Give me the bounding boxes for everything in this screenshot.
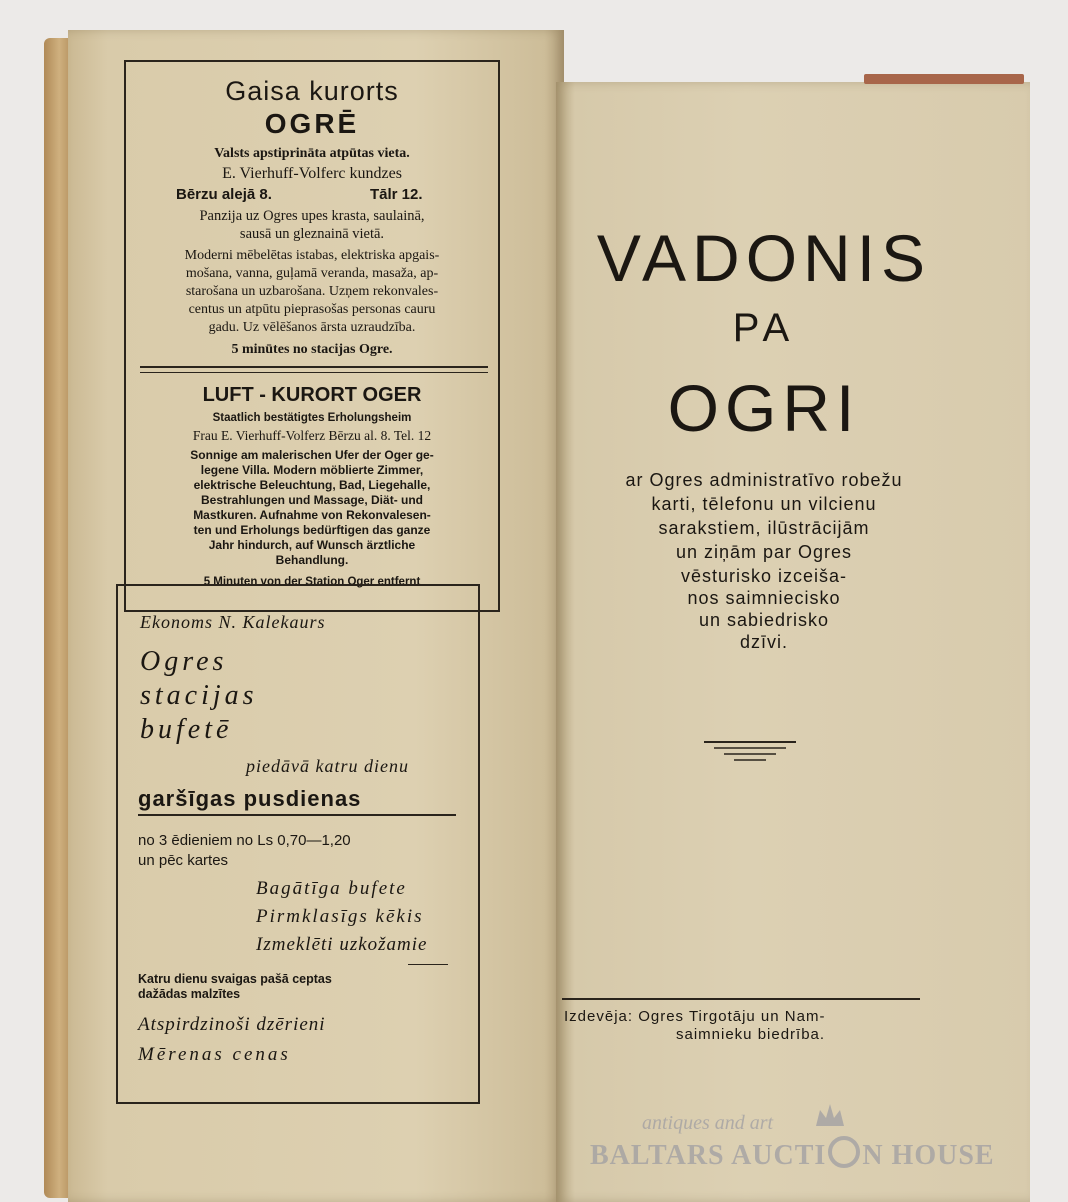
ad3-script1: Ogres <box>140 646 228 677</box>
ad1-body4: centus un atpūtu pieprasošas personas cauru <box>188 302 436 317</box>
headline-underline <box>138 814 456 816</box>
watermark-brand-part2: N HOUSE <box>862 1140 995 1171</box>
ad2-body3: elektrische Beleuchtung, Bad, Liegehalle, <box>193 478 431 492</box>
ad3-offer: piedāvā katru dienu <box>246 756 409 776</box>
advert-box-kurorts <box>124 60 500 612</box>
publisher-line2: saimnieku biedrība. <box>676 1026 826 1043</box>
ad3-prices: Mērenas cenas <box>138 1044 291 1065</box>
ad2-title: LUFT - KURORT OGER <box>202 384 422 406</box>
ad1-desc2: sausā un gleznainā vietā. <box>239 226 385 242</box>
crown-icon <box>812 1102 848 1130</box>
publisher-line1: Izdevēja: Ogres Tirgotāju un Nam- <box>564 1008 826 1025</box>
ad1-line2: E. Vierhuff-Volferc kundzes <box>222 165 402 182</box>
ad2-footer: 5 Minuten von der Station Oger entfernt <box>203 576 421 588</box>
publisher-rule <box>562 998 920 1000</box>
subtitle-line8: dzīvi. <box>739 632 788 652</box>
ad1-body5: gadu. Uz vēlēšanos ārsta uzraudzība. <box>208 320 416 335</box>
ad1-body1: Moderni mēbelētas istabas, elektriska apgais- <box>184 248 440 263</box>
ad3-price2: un pēc kartes <box>138 852 229 869</box>
ad3-daily2: dažādas malzītes <box>138 987 241 1001</box>
ad2-body7: Jahr hindurch, auf Wunsch ärztliche <box>208 538 416 552</box>
ad3-item3: Izmeklēti uzkožamie <box>256 934 428 955</box>
watermark-o-icon <box>828 1136 860 1168</box>
watermark-brand-part1: BALTARS AUCTI <box>590 1140 827 1171</box>
ad1-desc1: Panzija uz Ogres upes krasta, saulainā, <box>199 208 425 224</box>
divider-rule <box>140 366 488 368</box>
subtitle-line5: vēsturisko izceiša- <box>680 566 848 586</box>
ad3-script2: stacijas <box>140 680 258 711</box>
subtitle-line4: un ziņām par Ogres <box>675 542 853 562</box>
ad3-item2: Pirmklasīgs kēkis <box>256 906 424 927</box>
ad2-owner: Frau E. Vierhuff-Volferz Bērzu al. 8. Tel. 12 <box>192 428 432 443</box>
ornament-rule <box>700 738 800 768</box>
ad1-title-line2: OGRĒ <box>264 108 360 139</box>
watermark-brand <box>590 1136 995 1172</box>
ad3-owner: Ekonoms N. Kalekaurs <box>140 612 326 632</box>
title-pa: PA <box>732 306 796 350</box>
divider-rule-thin <box>140 372 488 373</box>
subtitle-line6: nos saimniecisko <box>687 588 841 608</box>
page-edge-tab <box>864 74 1024 84</box>
ad1-body3: starošana un uzbarošana. Uzņem rekonvales- <box>185 284 439 299</box>
ad3-headline: garšīgas pusdienas <box>138 786 362 811</box>
advert-box-bufete <box>116 584 480 1104</box>
ad2-body8: Behandlung. <box>275 553 349 567</box>
ad3-item1: Bagātīga bufete <box>256 878 407 899</box>
ad1-phone: Tālr 12. <box>370 186 423 203</box>
ad3-daily1: Katru dienu svaigas pašā ceptas <box>138 972 332 986</box>
ad2-body5: Mastkuren. Aufnahme von Rekonvalesen- <box>193 508 431 522</box>
daily-rule <box>408 964 448 965</box>
ad1-body2: mošana, vanna, guļamā veranda, masaža, ap- <box>185 266 439 281</box>
ad2-body4: Bestrahlungen und Massage, Diät- und <box>200 493 424 507</box>
watermark-tagline: antiques and art <box>642 1112 774 1134</box>
ad1-footer: 5 minūtes no stacijas Ogre. <box>231 342 393 357</box>
ad2-body2: legene Villa. Modern möblierte Zimmer, <box>200 463 424 477</box>
title-ogri: OGRI <box>667 371 861 445</box>
ad3-script3: bufetē <box>140 714 233 745</box>
subtitle-line2: karti, tēlefonu un vilcienu <box>651 494 877 514</box>
ad1-address: Bērzu alejā 8. <box>176 186 272 203</box>
ad3-price1: no 3 ēdieniem no Ls 0,70—1,20 <box>138 832 351 849</box>
ad3-drinks: Atspirdzinoši dzērieni <box>138 1014 326 1035</box>
title-vadonis: VADONIS <box>596 221 932 295</box>
ad2-sub: Staatlich bestätigtes Erholungsheim <box>212 412 412 424</box>
ad1-title-line1: Gaisa kurorts <box>225 76 399 106</box>
subtitle-line7: un sabiedrisko <box>698 610 830 630</box>
subtitle-line3: sarakstiem, ilūstrācijām <box>658 518 870 538</box>
ad2-body6: ten und Erholungs bedürftigen das ganze <box>193 523 431 537</box>
subtitle-line1: ar Ogres administratīvo robežu <box>625 470 903 490</box>
ad2-body1: Sonnige am malerischen Ufer der Oger ge- <box>190 448 434 462</box>
ad1-line1: Valsts apstiprināta atpūtas vieta. <box>214 146 410 161</box>
